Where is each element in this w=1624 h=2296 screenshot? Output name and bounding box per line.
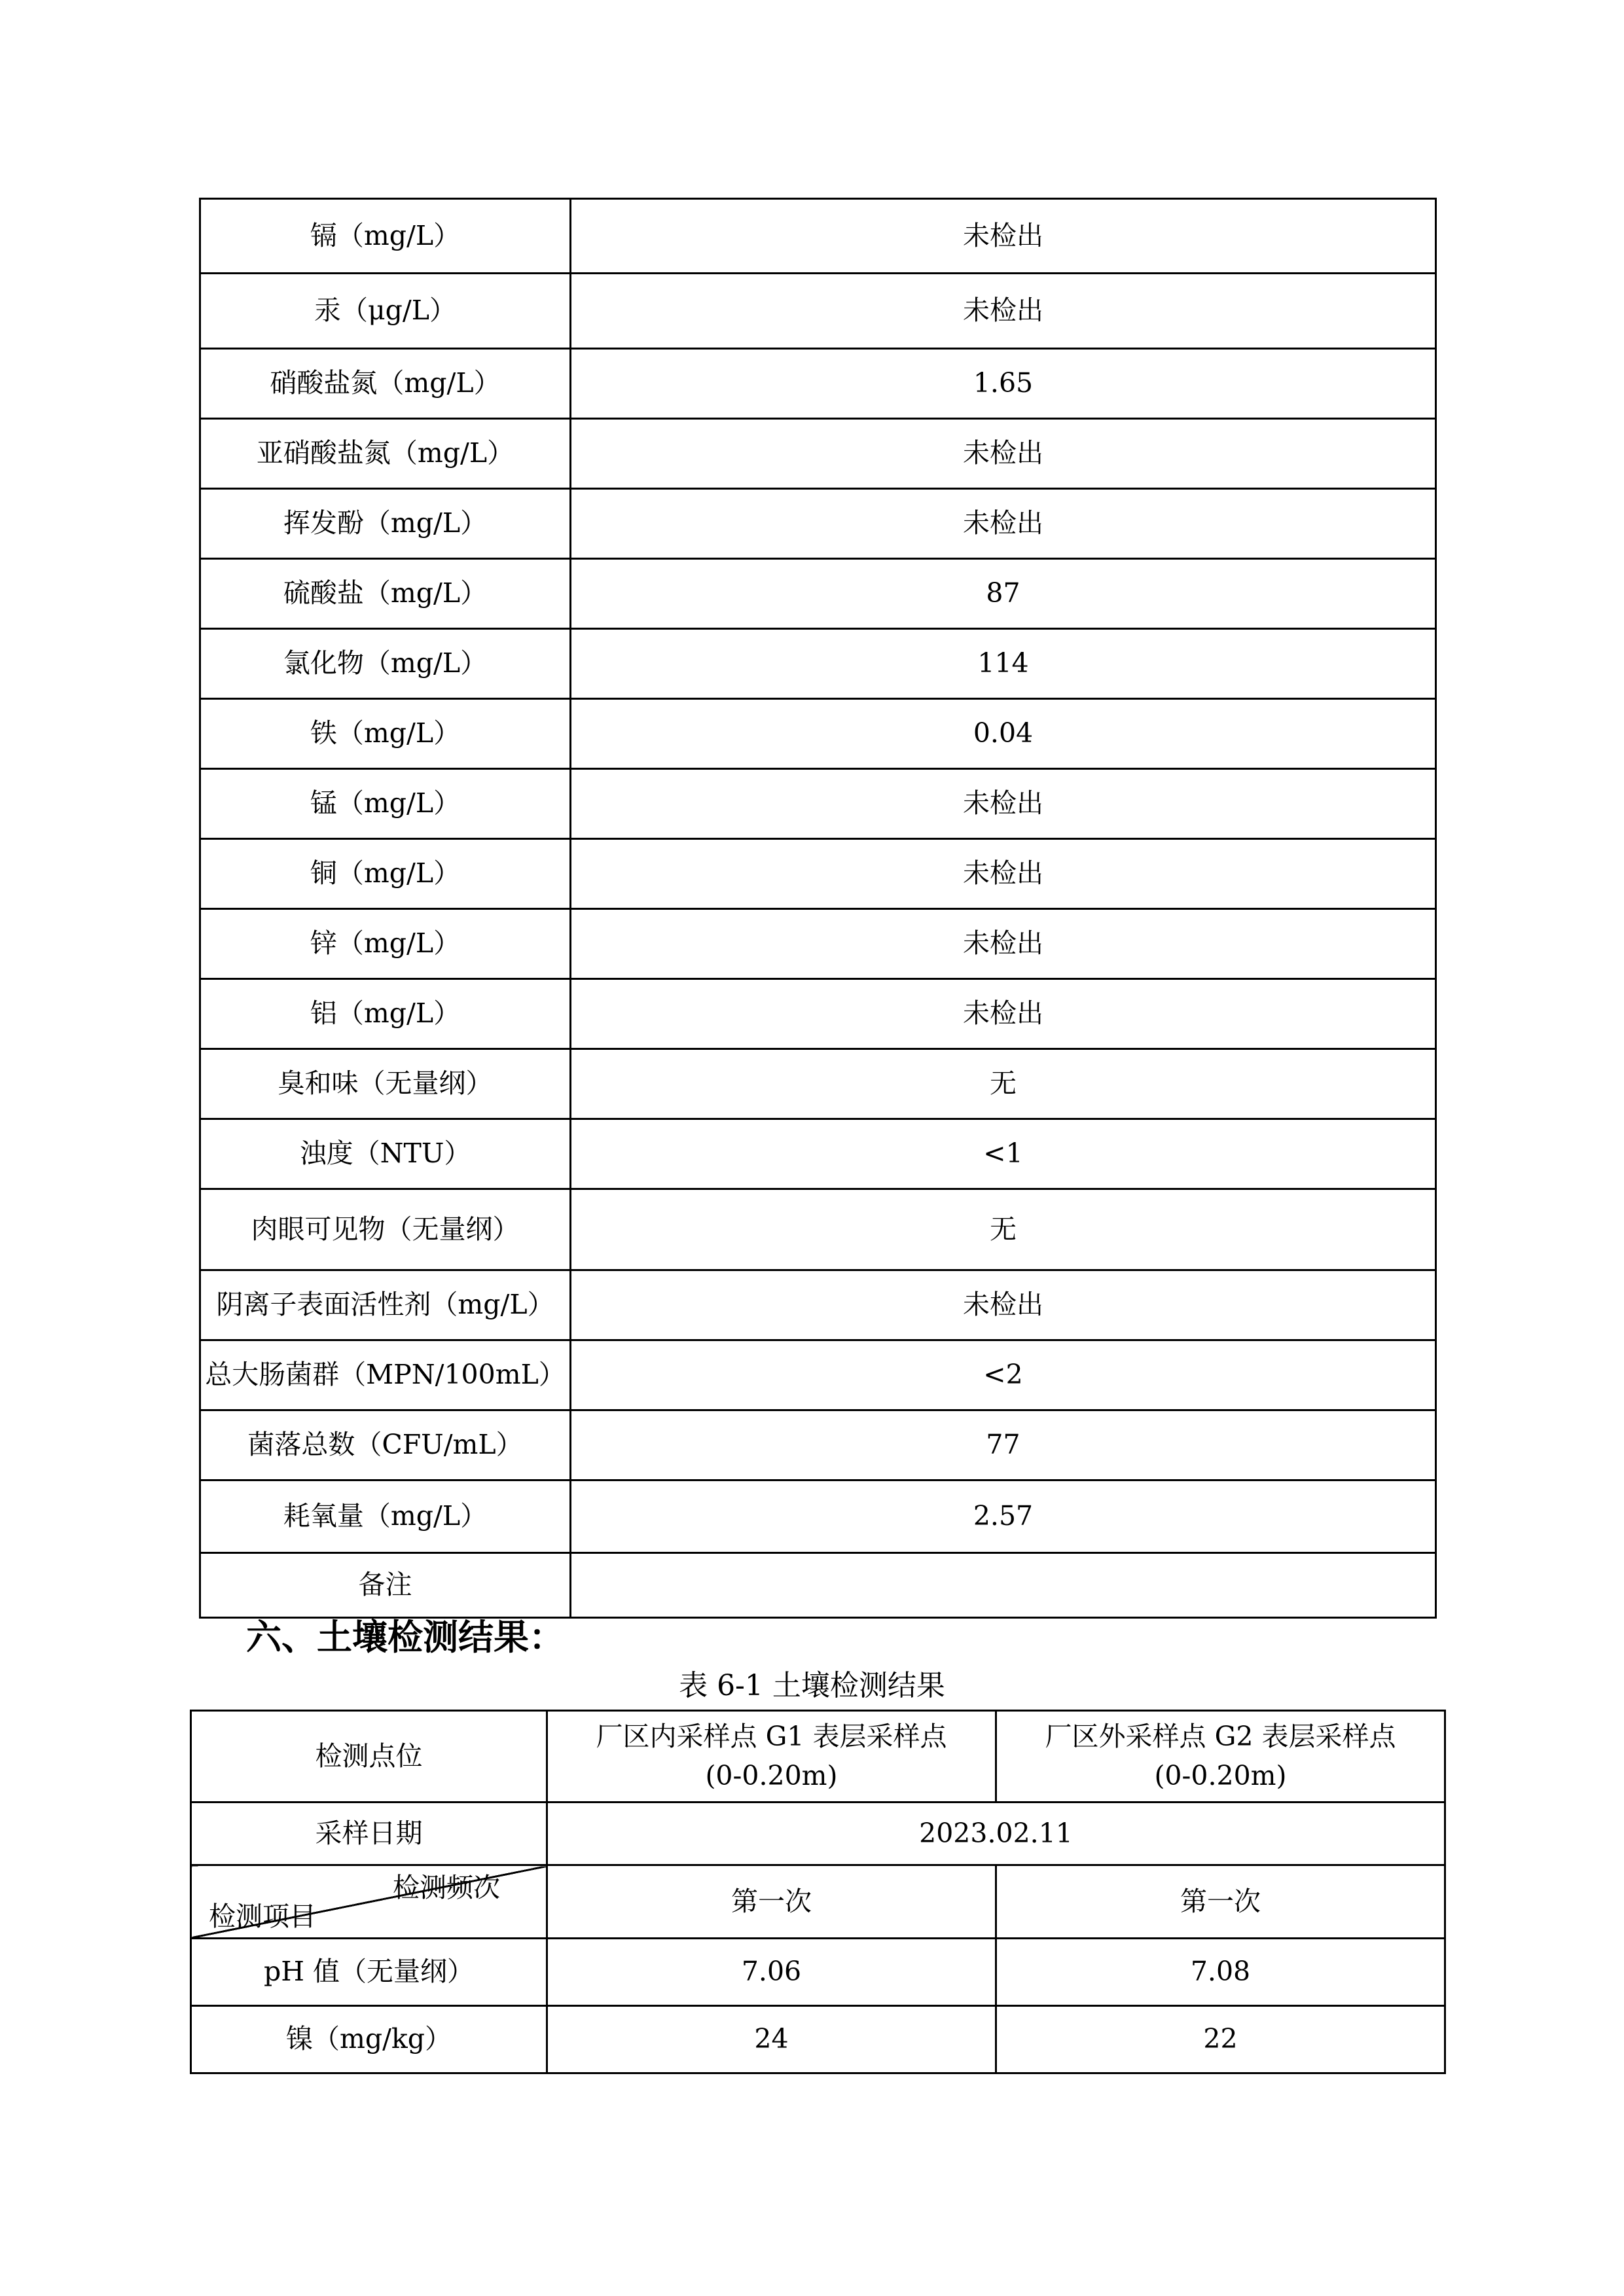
value-cell: 1.65 — [571, 349, 1436, 419]
section-heading: 六、土壤检测结果： — [246, 1617, 564, 1658]
table-row — [191, 2006, 1445, 2073]
table-row — [200, 1049, 1436, 1119]
point-g2-depth: (0-0.20m) — [1154, 1759, 1287, 1791]
table-caption: 表 6-1 土壤检测结果 — [679, 1669, 945, 1702]
item-cell: 臭和味（无量纲） — [200, 1049, 571, 1119]
table-row — [200, 489, 1436, 559]
item-cell: pH 值（无量纲） — [191, 1939, 547, 2006]
item-cell: 亚硝酸盐氮（mg/L） — [200, 419, 571, 489]
point-g1-name: 厂区内采样点 G1 表层采样点 — [596, 1721, 947, 1753]
table-row — [200, 1119, 1436, 1189]
freq-g1-cell: 第一次 — [547, 1865, 996, 1939]
table-row — [191, 1939, 1445, 2006]
value-cell: 77 — [571, 1410, 1436, 1480]
item-cell: 铜（mg/L） — [200, 839, 571, 909]
diag-header-item: 检测项目 — [209, 1900, 316, 1932]
point-g2-cell — [996, 1711, 1445, 1803]
table-row — [200, 1189, 1436, 1270]
table-row — [200, 419, 1436, 489]
item-cell: 阴离子表面活性剂（mg/L） — [200, 1270, 571, 1340]
g1-value-cell: 7.06 — [547, 1939, 996, 2006]
item-cell: 锌（mg/L） — [200, 909, 571, 979]
value-cell: 114 — [571, 629, 1436, 699]
item-cell: 铝（mg/L） — [200, 979, 571, 1049]
date-value-cell: 2023.02.11 — [547, 1803, 1445, 1865]
point-label-cell: 检测点位 — [191, 1711, 547, 1803]
table-row — [200, 699, 1436, 769]
freq-g2-cell: 第一次 — [996, 1865, 1445, 1939]
table-row — [200, 1270, 1436, 1340]
value-cell: 无 — [571, 1189, 1436, 1270]
table-row — [200, 274, 1436, 349]
item-cell: 镍（mg/kg） — [191, 2006, 547, 2073]
value-cell — [571, 1553, 1436, 1618]
g2-value-cell: 22 — [996, 2006, 1445, 2073]
value-cell: 未检出 — [571, 1270, 1436, 1340]
item-cell: 菌落总数（CFU/mL） — [200, 1410, 571, 1480]
table-row — [191, 1711, 1445, 1803]
item-cell: 总大肠菌群（MPN/100mL） — [200, 1340, 571, 1410]
item-cell: 耗氧量（mg/L） — [200, 1480, 571, 1553]
value-cell: 未检出 — [571, 199, 1436, 274]
value-cell: 0.04 — [571, 699, 1436, 769]
item-cell: 镉（mg/L） — [200, 199, 571, 274]
table-row — [191, 1803, 1445, 1865]
value-cell: 2.57 — [571, 1480, 1436, 1553]
value-cell: <2 — [571, 1340, 1436, 1410]
item-cell: 备注 — [200, 1553, 571, 1618]
soil-test-table — [190, 1710, 1446, 2074]
table-row — [191, 1865, 1445, 1939]
value-cell: 未检出 — [571, 979, 1436, 1049]
table-row — [200, 629, 1436, 699]
diag-header-frequency: 检测频次 — [393, 1872, 500, 1903]
table-row — [200, 1480, 1436, 1553]
point-g1-cell — [547, 1711, 996, 1803]
table-row — [200, 839, 1436, 909]
value-cell: 未检出 — [571, 909, 1436, 979]
item-cell: 硝酸盐氮（mg/L） — [200, 349, 571, 419]
value-cell: 未检出 — [571, 769, 1436, 839]
value-cell: 87 — [571, 559, 1436, 629]
point-g2-name: 厂区外采样点 G2 表层采样点 — [1045, 1721, 1396, 1753]
date-label-cell: 采样日期 — [191, 1803, 547, 1865]
item-cell: 汞（μg/L） — [200, 274, 571, 349]
diagonal-header-cell — [191, 1865, 547, 1939]
table-row — [200, 559, 1436, 629]
item-cell: 锰（mg/L） — [200, 769, 571, 839]
table-row — [200, 909, 1436, 979]
value-cell: 未检出 — [571, 489, 1436, 559]
item-cell: 硫酸盐（mg/L） — [200, 559, 571, 629]
value-cell: 未检出 — [571, 419, 1436, 489]
value-cell: 未检出 — [571, 274, 1436, 349]
point-g1-depth: (0-0.20m) — [705, 1759, 838, 1791]
item-cell: 肉眼可见物（无量纲） — [200, 1189, 571, 1270]
table-row — [200, 979, 1436, 1049]
value-cell: <1 — [571, 1119, 1436, 1189]
item-cell: 氯化物（mg/L） — [200, 629, 571, 699]
table-row — [200, 1340, 1436, 1410]
g2-value-cell: 7.08 — [996, 1939, 1445, 2006]
table-row — [200, 769, 1436, 839]
water-quality-table — [199, 198, 1437, 1619]
g1-value-cell: 24 — [547, 2006, 996, 2073]
value-cell: 未检出 — [571, 839, 1436, 909]
item-cell: 铁（mg/L） — [200, 699, 571, 769]
item-cell: 浊度（NTU） — [200, 1119, 571, 1189]
table-row — [200, 1553, 1436, 1618]
table-row — [200, 199, 1436, 274]
item-cell: 挥发酚（mg/L） — [200, 489, 571, 559]
table-row — [200, 349, 1436, 419]
value-cell: 无 — [571, 1049, 1436, 1119]
table-row — [200, 1410, 1436, 1480]
